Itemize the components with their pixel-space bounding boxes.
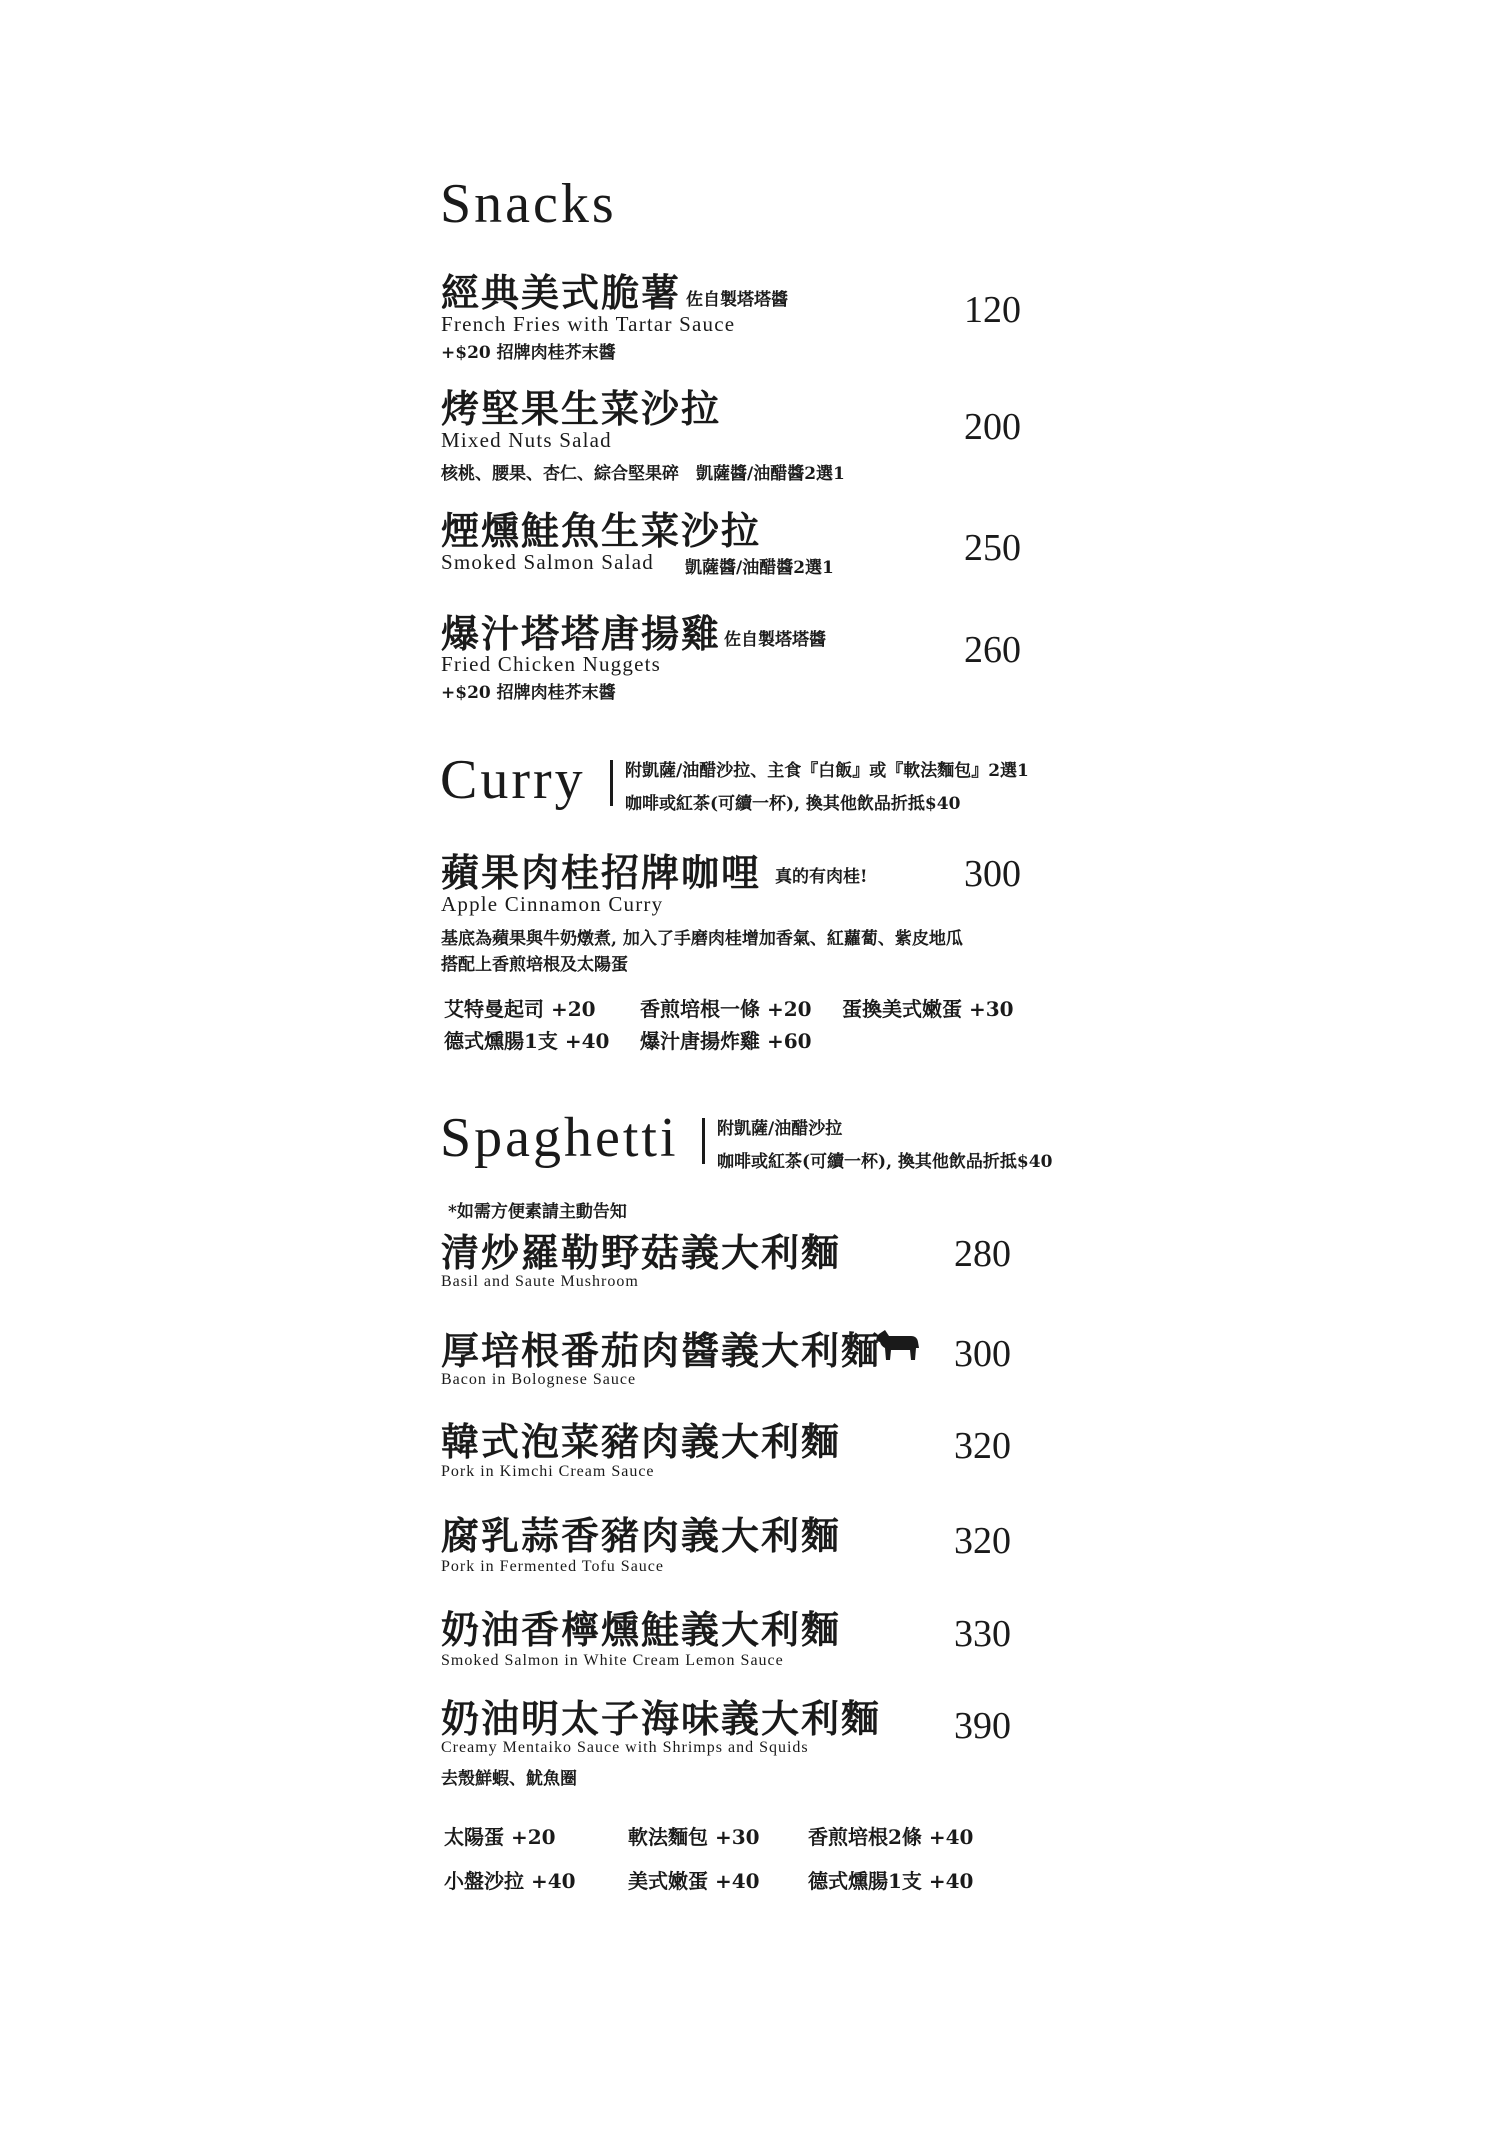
item-extra: 去殼鮮蝦、魷魚圈 — [441, 1769, 577, 1789]
item-price: 300 — [954, 1333, 1011, 1375]
item-note: 佐自製塔塔醬 — [724, 630, 826, 650]
vegetarian-note: *如需方便素請主動告知 — [448, 1202, 627, 1222]
addon-item: 香煎培根一條 +20 — [640, 997, 812, 1021]
item-name-en: Bacon in Bolognese Sauce — [441, 1371, 637, 1388]
item-name-en: Pork in Fermented Tofu Sauce — [441, 1558, 664, 1575]
item-name-cn: 奶油香檸燻鮭義大利麵 — [441, 1607, 842, 1652]
item-price: 200 — [964, 406, 1021, 448]
item-price: 120 — [964, 289, 1021, 331]
item-name-en: Mixed Nuts Salad — [441, 428, 612, 452]
item-name-cn: 烤堅果生菜沙拉 — [441, 386, 722, 431]
item-name-cn: 腐乳蒜香豬肉義大利麵 — [441, 1513, 842, 1558]
item-note: 佐自製塔塔醬 — [686, 290, 788, 310]
addon-item: 蛋換美式嫩蛋 +30 — [842, 997, 1014, 1021]
item-extra: +$20 招牌肉桂芥末醬 — [441, 343, 616, 363]
addon-item: 美式嫩蛋 +40 — [628, 1869, 760, 1893]
item-name-en: Smoked Salmon in White Cream Lemon Sauce — [441, 1652, 784, 1669]
item-name-en: Pork in Kimchi Cream Sauce — [441, 1463, 655, 1480]
item-note: 真的有肉桂! — [775, 867, 868, 887]
addon-item: 軟法麵包 +30 — [628, 1825, 760, 1849]
addon-item: 爆汁唐揚炸雞 +60 — [640, 1029, 812, 1053]
item-name-en: French Fries with Tartar Sauce — [441, 312, 736, 336]
item-name-en: Basil and Saute Mushroom — [441, 1273, 639, 1290]
item-name-cn: 韓式泡菜豬肉義大利麵 — [441, 1419, 842, 1464]
divider — [702, 1118, 705, 1164]
addon-item: 德式燻腸1支 +40 — [444, 1029, 610, 1053]
item-name-cn: 清炒羅勒野菇義大利麵 — [441, 1230, 842, 1275]
section-note: 附凱薩/油醋沙拉 — [717, 1119, 843, 1139]
item-price: 280 — [954, 1233, 1011, 1275]
addon-item: 太陽蛋 +20 — [444, 1825, 556, 1849]
item-name-cn: 煙燻鮭魚生菜沙拉 — [441, 508, 762, 553]
item-extra: 核桃、腰果、杏仁、綜合堅果碎 凱薩醬/油醋醬2選1 — [441, 464, 845, 484]
item-price: 320 — [954, 1425, 1011, 1467]
item-description: 基底為蘋果與牛奶燉煮, 加入了手磨肉桂增加香氣、紅蘿蔔、紫皮地瓜 — [441, 929, 963, 949]
item-name-en: Fried Chicken Nuggets — [441, 652, 662, 676]
item-name-en: Creamy Mentaiko Sauce with Shrimps and Squids — [441, 1739, 809, 1756]
item-name-cn: 奶油明太子海味義大利麵 — [441, 1696, 882, 1741]
item-extra: 凱薩醬/油醋醬2選1 — [685, 558, 834, 578]
item-name-cn: 厚培根番茄肉醬義大利麵 — [441, 1328, 882, 1373]
addon-item: 德式燻腸1支 +40 — [808, 1869, 974, 1893]
section-note: 咖啡或紅茶(可續一杯), 換其他飲品折抵$40 — [717, 1152, 1053, 1172]
divider — [610, 760, 613, 806]
addon-item: 香煎培根2條 +40 — [808, 1825, 974, 1849]
section-title-snacks: Snacks — [440, 173, 617, 235]
section-title-spaghetti: Spaghetti — [440, 1107, 679, 1169]
item-extra: +$20 招牌肉桂芥末醬 — [441, 683, 616, 703]
item-price: 300 — [964, 853, 1021, 895]
item-name-cn: 爆汁塔塔唐揚雞 — [441, 611, 722, 656]
item-price: 320 — [954, 1520, 1011, 1562]
beef-icon — [875, 1328, 921, 1362]
item-name-en: Smoked Salmon Salad — [441, 550, 654, 574]
addon-item: 艾特曼起司 +20 — [444, 997, 596, 1021]
item-price: 330 — [954, 1613, 1011, 1655]
item-description: 搭配上香煎培根及太陽蛋 — [441, 955, 628, 975]
item-name-cn: 蘋果肉桂招牌咖哩 — [441, 850, 762, 895]
item-name-cn: 經典美式脆薯 — [441, 270, 682, 315]
addon-item: 小盤沙拉 +40 — [444, 1869, 576, 1893]
item-price: 390 — [954, 1705, 1011, 1747]
section-title-curry: Curry — [440, 749, 586, 811]
section-note: 附凱薩/油醋沙拉、主食『白飯』或『軟法麵包』2選1 — [625, 761, 1029, 781]
section-note: 咖啡或紅茶(可續一杯), 換其他飲品折抵$40 — [625, 794, 961, 814]
item-price: 260 — [964, 629, 1021, 671]
item-name-en: Apple Cinnamon Curry — [441, 892, 664, 916]
item-price: 250 — [964, 527, 1021, 569]
